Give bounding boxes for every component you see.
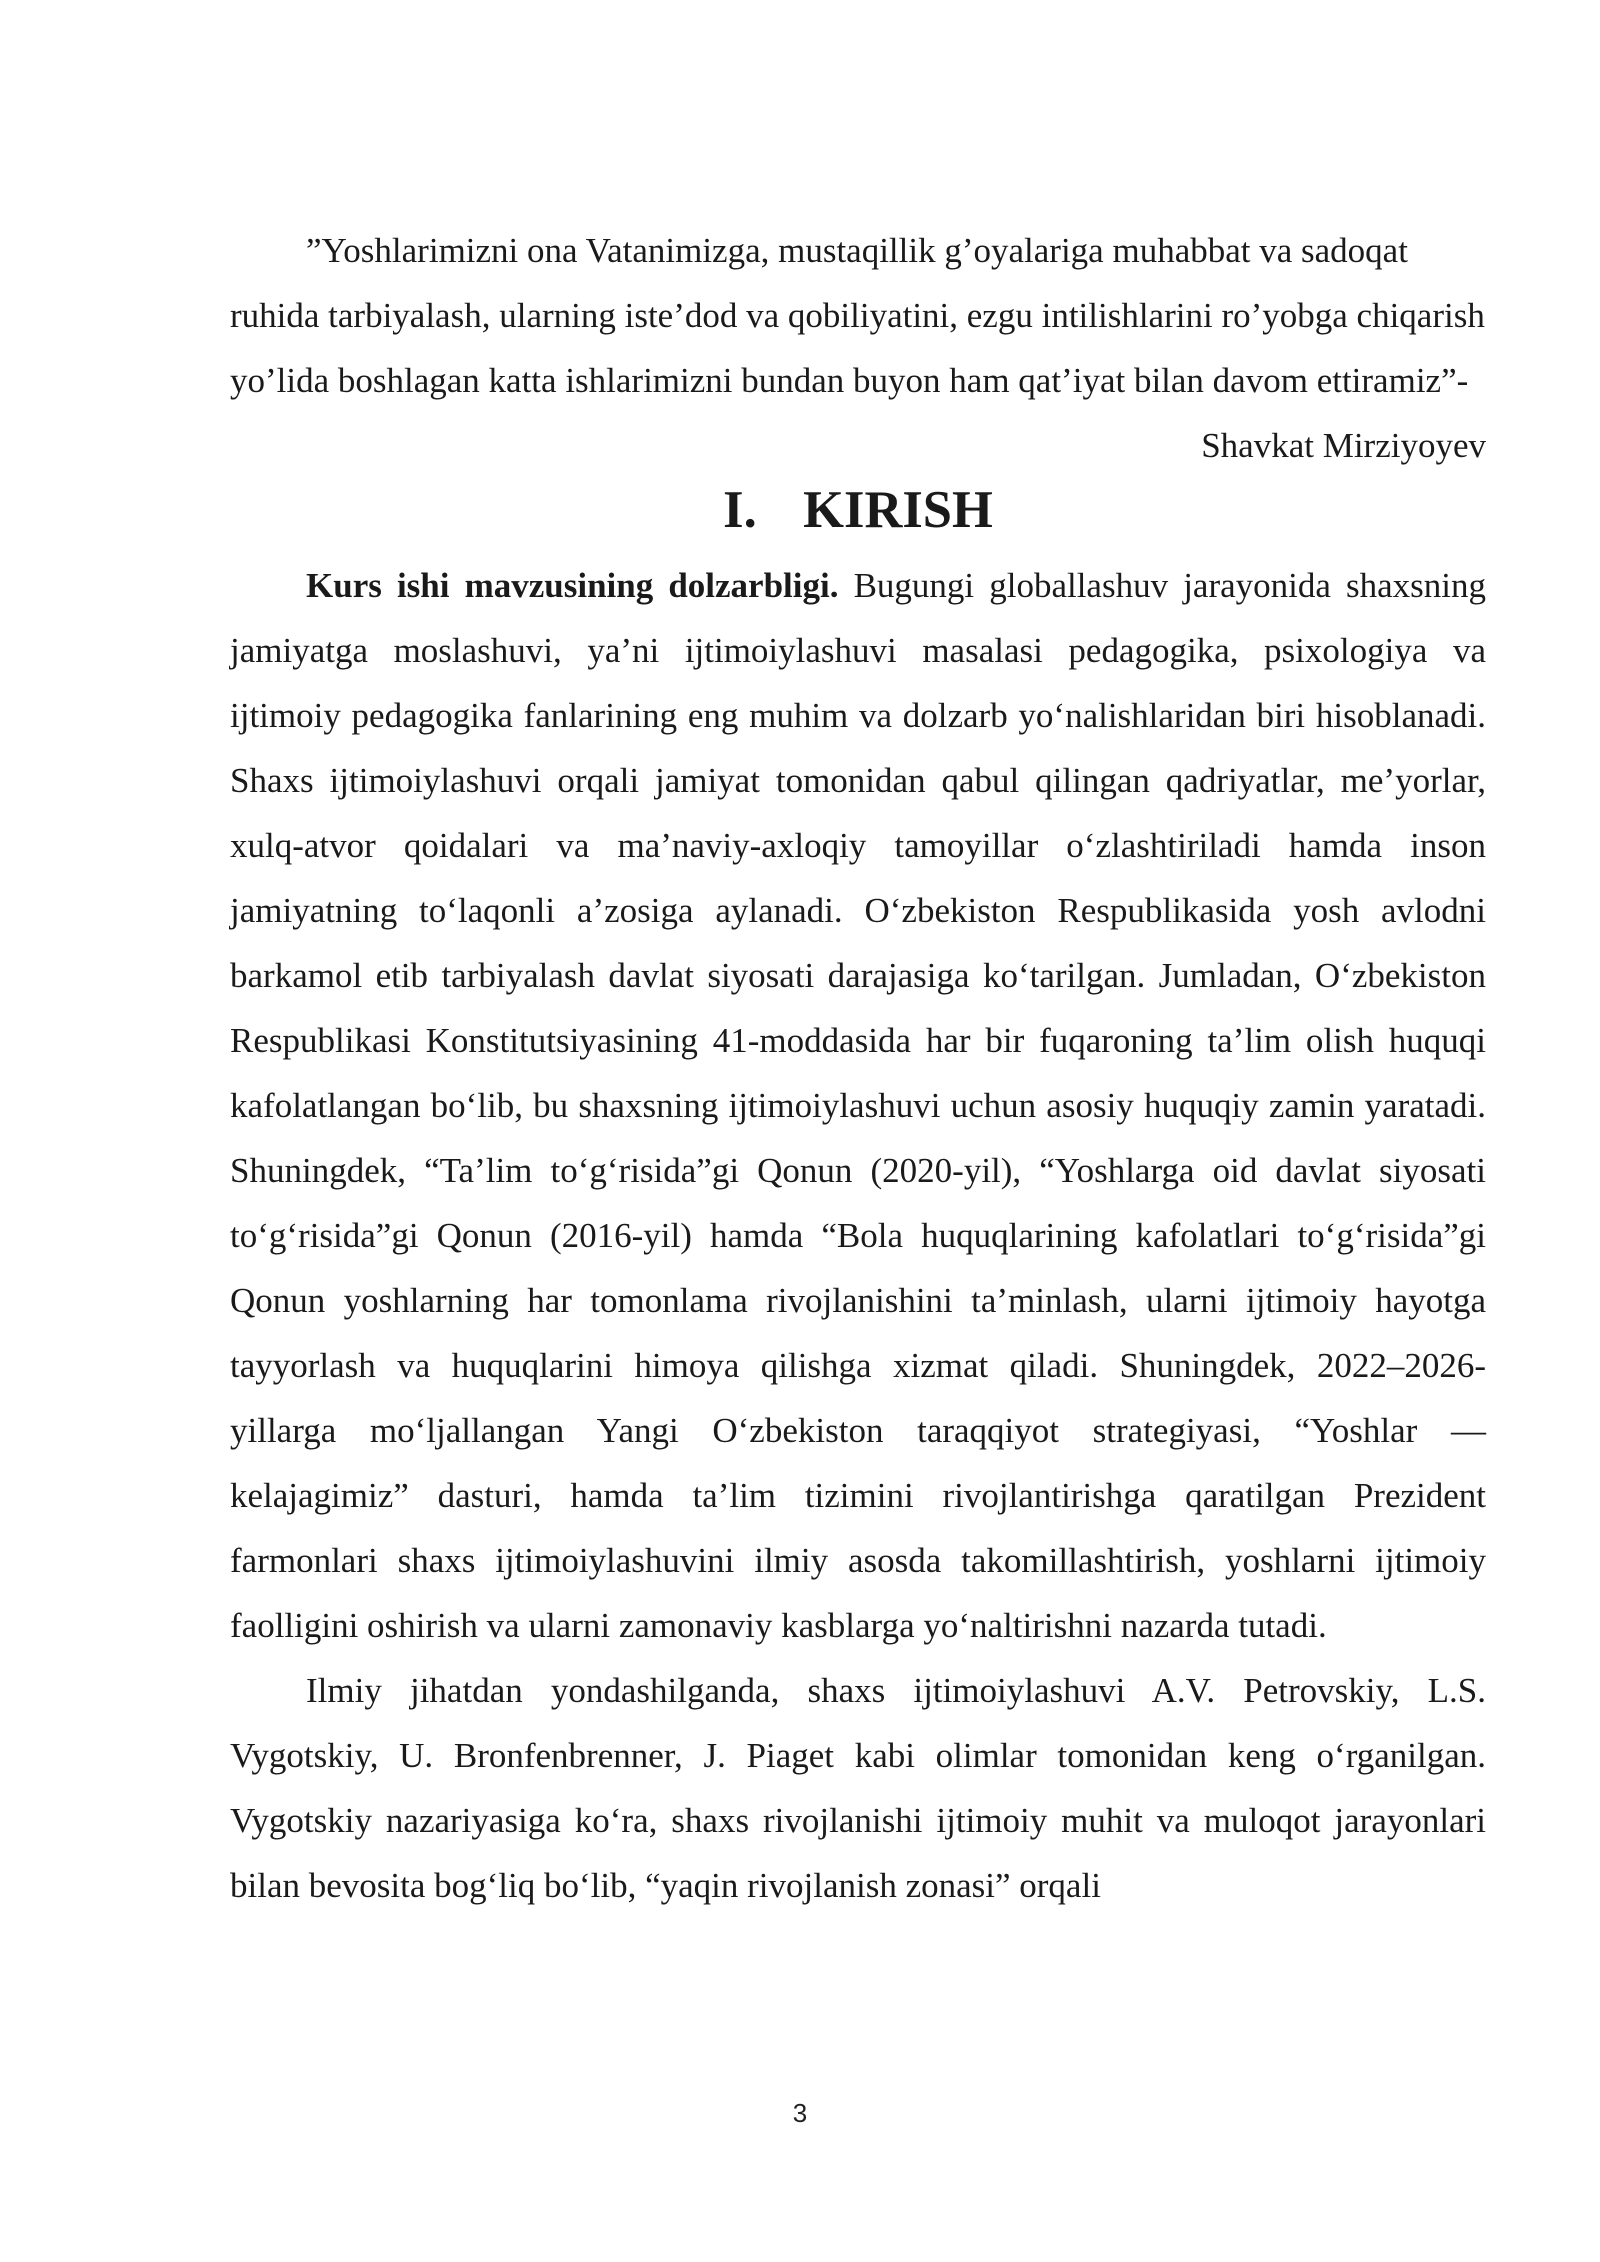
paragraph-text: Bugungi globallashuv jarayonida shaxsning jamiyatga moslashuvi, ya’ni ijtimoiylashuvi masalasi pedagogika, psixologiya va ijtimoiy pedagogika fanlarining eng muhim va dolzarb yo‘nalishlaridan biri hisoblanadi. Shaxs ijtimoiylashuvi orqali jamiyat tomonidan qabul qilingan qadriyatlar, me’yorlar, xulq-atvor qoidalari va ma’naviy-axloqiy tamoyillar o‘zlashtiriladi hamda inson jamiyatning to‘laqonli a’zosiga aylanadi. O‘zbekiston Respublikasida yosh avlodni barkamol etib tarbiyalash davlat siyosati darajasiga ko‘tarilgan. Jumladan, O‘zbekiston Respublikasi Konstitutsiyasining 41-moddasida har bir fuqaroning ta’lim olish huquqi kafolatlangan bo‘lib, bu shaxsning ijtimoiylashuvi uchun asosiy huquqiy zamin yaratadi. Shuningdek, “Ta’lim to‘g‘risida”gi Qonun (2020-yil), “Yoshlarga oid davlat siyosati to‘g‘risida”gi Qonun (2016-yil) hamda “Bola huquqlarining kafolatlari to‘g‘risida”gi Qonun yoshlarning har tomonlama rivojlanishini ta’minlash, ularni ijtimoiy hayotga tayyorlash va huquqlarini himoya qilishga xizmat qiladi. Shuningdek, 2022–2026-yillarga mo‘ljallangan Yangi O‘zbekiston taraqqiyot strategiyasi, “Yoshlar — kelajagimiz” dasturi, hamda ta’lim tizimini rivojlantirishga qaratilgan Prezident farmonlari shaxs ijtimoiylashuvini ilmiy asosda takomillashtirish, yoshlarni ijtimoiy faolligini oshirish va ularni zamonaviy kasblarga yo‘naltirishni nazarda tutadi.: [230, 566, 1486, 1645]
section-title: KIRISH: [803, 481, 993, 539]
paragraph-scientific: Ilmiy jihatdan yondashilganda, shaxs ijtimoiylashuvi A.V. Petrovskiy, L.S. Vygotskiy, U. Bronfenbrenner, J. Piaget kabi olimlar tomonidan keng o‘rganilgan. Vygotskiy nazariyasiga ko‘ra, shaxs rivojlanishi ijtimoiy muhit va muloqot jarayonlari bilan bevosita bog‘liq bo‘lib, “yaqin rivojlanish zonasi” orqali: [230, 1671, 1486, 1905]
section-body: [230, 553, 1486, 1918]
section-heading: [230, 478, 1486, 543]
page-number: 3: [792, 2098, 808, 2128]
section-number: I.: [723, 481, 757, 539]
paragraph-lead: Kurs ishi mavzusining dolzarbligi.: [306, 566, 839, 605]
epigraph-author: Shavkat Mirziyoyev: [1201, 426, 1486, 465]
document-page: [230, 218, 1486, 1918]
epigraph-quote: ”Yoshlarimizni ona Vatanimizga, mustaqillik g’oyalariga muhabbat va sadoqat ruhida tarbiyalash, ularning iste’dod va qobiliyatini, ezgu intilishlarini ro’yobga chiqarish yo’lida boshlagan katta ishlarimizni bundan buyon ham qat’iyat bilan davom ettiramiz”-: [230, 231, 1485, 400]
paragraph-relevance: [230, 553, 1486, 1658]
